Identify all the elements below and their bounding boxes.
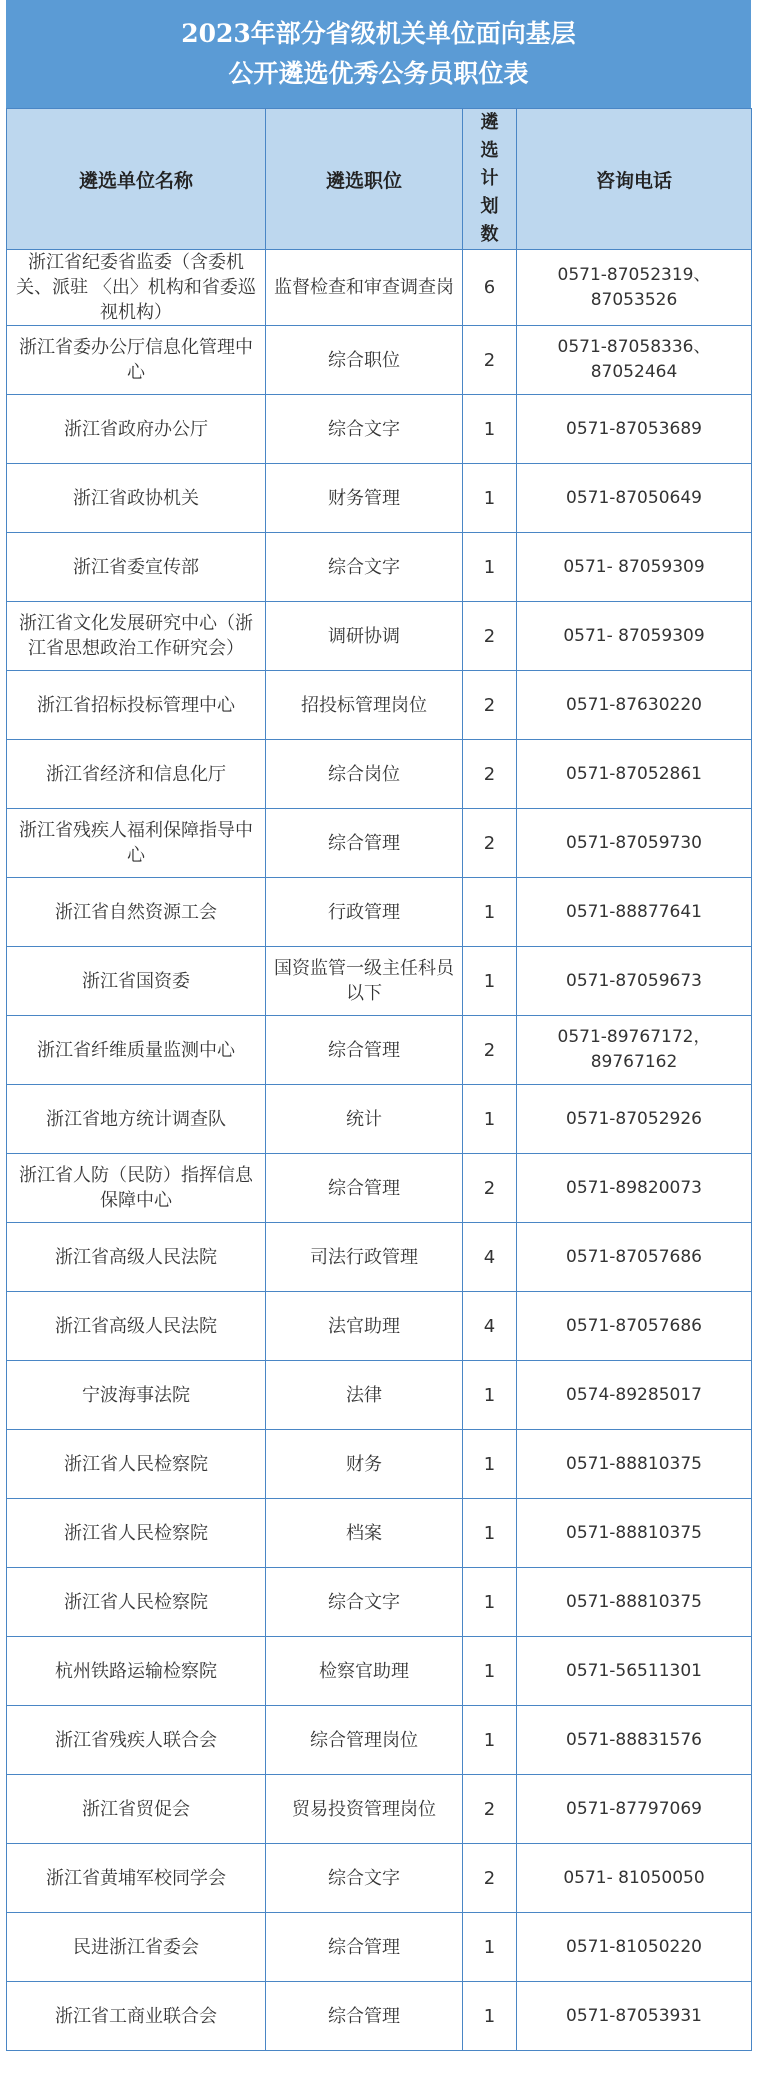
table-row — [7, 1913, 752, 1982]
phone-cell: 0571-87052319、87053526 — [517, 250, 752, 326]
table-body — [7, 250, 752, 2051]
position-cell: 检察官助理 — [266, 1637, 463, 1706]
unit-cell: 浙江省黄埔军校同学会 — [7, 1844, 266, 1913]
phone-cell: 0571-81050220 — [517, 1913, 752, 1982]
count-cell: 4 — [463, 1292, 517, 1361]
position-cell: 综合管理岗位 — [266, 1706, 463, 1775]
position-cell: 财务 — [266, 1430, 463, 1499]
phone-cell: 0571- 81050050 — [517, 1844, 752, 1913]
count-cell: 1 — [463, 1361, 517, 1430]
count-cell: 2 — [463, 1775, 517, 1844]
position-cell: 调研协调 — [266, 602, 463, 671]
unit-cell: 浙江省工商业联合会 — [7, 1982, 266, 2051]
table-row — [7, 464, 752, 533]
unit-cell: 浙江省地方统计调查队 — [7, 1085, 266, 1154]
header-position: 遴选职位 — [266, 109, 463, 250]
count-cell: 4 — [463, 1223, 517, 1292]
table-row — [7, 947, 752, 1016]
phone-cell: 0571-87053931 — [517, 1982, 752, 2051]
count-cell: 1 — [463, 1913, 517, 1982]
count-cell: 2 — [463, 602, 517, 671]
position-cell: 综合管理 — [266, 1913, 463, 1982]
position-cell: 法律 — [266, 1361, 463, 1430]
count-cell: 1 — [463, 464, 517, 533]
count-cell: 2 — [463, 1844, 517, 1913]
phone-cell: 0571-87059730 — [517, 809, 752, 878]
position-cell: 财务管理 — [266, 464, 463, 533]
unit-cell: 浙江省自然资源工会 — [7, 878, 266, 947]
table-row — [7, 1154, 752, 1223]
count-cell: 2 — [463, 1154, 517, 1223]
unit-cell: 浙江省人防（民防）指挥信息保障中心 — [7, 1154, 266, 1223]
phone-cell: 0571- 87059309 — [517, 533, 752, 602]
phone-cell: 0571-88810375 — [517, 1568, 752, 1637]
unit-cell: 浙江省人民检察院 — [7, 1499, 266, 1568]
table-row — [7, 533, 752, 602]
count-cell: 6 — [463, 250, 517, 326]
table-row — [7, 1361, 752, 1430]
count-cell: 2 — [463, 326, 517, 395]
unit-cell: 浙江省纪委省监委（含委机关、派驻 〈出〉机构和省委巡视机构） — [7, 250, 266, 326]
position-cell: 综合文字 — [266, 533, 463, 602]
count-cell: 1 — [463, 1706, 517, 1775]
position-cell: 司法行政管理 — [266, 1223, 463, 1292]
position-cell: 国资监管一级主任科员以下 — [266, 947, 463, 1016]
table-row — [7, 878, 752, 947]
phone-cell: 0571-88810375 — [517, 1499, 752, 1568]
table-row — [7, 1016, 752, 1085]
count-cell: 1 — [463, 1568, 517, 1637]
phone-cell: 0571-87053689 — [517, 395, 752, 464]
unit-cell: 浙江省委宣传部 — [7, 533, 266, 602]
phone-cell: 0571-87797069 — [517, 1775, 752, 1844]
count-cell: 1 — [463, 947, 517, 1016]
unit-cell: 浙江省经济和信息化厅 — [7, 740, 266, 809]
unit-cell: 浙江省残疾人联合会 — [7, 1706, 266, 1775]
phone-cell: 0571-87052926 — [517, 1085, 752, 1154]
table-row — [7, 1844, 752, 1913]
header-unit: 遴选单位名称 — [7, 109, 266, 250]
position-cell: 综合管理 — [266, 1982, 463, 2051]
position-cell: 贸易投资管理岗位 — [266, 1775, 463, 1844]
position-cell: 综合管理 — [266, 1154, 463, 1223]
phone-cell: 0571-87052861 — [517, 740, 752, 809]
unit-cell: 浙江省政协机关 — [7, 464, 266, 533]
unit-cell: 浙江省政府办公厅 — [7, 395, 266, 464]
table-row — [7, 1568, 752, 1637]
position-cell: 法官助理 — [266, 1292, 463, 1361]
position-cell: 监督检查和审查调查岗 — [266, 250, 463, 326]
phone-cell: 0571-89820073 — [517, 1154, 752, 1223]
table-title-line-1: 2023年部分省级机关单位面向基层 — [181, 19, 576, 48]
position-cell: 统计 — [266, 1085, 463, 1154]
unit-cell: 浙江省国资委 — [7, 947, 266, 1016]
count-cell: 1 — [463, 1982, 517, 2051]
phone-cell: 0571-87050649 — [517, 464, 752, 533]
table-title-line-2: 公开遴选优秀公务员职位表 — [228, 59, 529, 88]
phone-cell: 0571-87059673 — [517, 947, 752, 1016]
table-row — [7, 1706, 752, 1775]
position-cell: 综合职位 — [266, 326, 463, 395]
position-cell: 综合管理 — [266, 809, 463, 878]
count-cell: 2 — [463, 809, 517, 878]
unit-cell: 浙江省贸促会 — [7, 1775, 266, 1844]
unit-cell: 杭州铁路运输检察院 — [7, 1637, 266, 1706]
count-cell: 2 — [463, 671, 517, 740]
table-row — [7, 740, 752, 809]
phone-cell: 0571-87057686 — [517, 1292, 752, 1361]
phone-cell: 0571-87057686 — [517, 1223, 752, 1292]
position-cell: 综合文字 — [266, 1844, 463, 1913]
table-row — [7, 1775, 752, 1844]
count-cell: 1 — [463, 1430, 517, 1499]
count-cell: 1 — [463, 395, 517, 464]
table-row — [7, 671, 752, 740]
table-row — [7, 1085, 752, 1154]
unit-cell: 浙江省高级人民法院 — [7, 1223, 266, 1292]
phone-cell: 0571-87630220 — [517, 671, 752, 740]
position-cell: 行政管理 — [266, 878, 463, 947]
unit-cell: 浙江省残疾人福利保障指导中心 — [7, 809, 266, 878]
header-count: 遴选计划数 — [463, 109, 517, 250]
phone-cell: 0571-88877641 — [517, 878, 752, 947]
header-phone: 咨询电话 — [517, 109, 752, 250]
unit-cell: 民进浙江省委会 — [7, 1913, 266, 1982]
table-row — [7, 1430, 752, 1499]
position-cell: 综合文字 — [266, 1568, 463, 1637]
table-row — [7, 1982, 752, 2051]
table-row — [7, 326, 752, 395]
position-cell: 档案 — [266, 1499, 463, 1568]
table-row — [7, 250, 752, 326]
count-cell: 1 — [463, 1637, 517, 1706]
unit-cell: 浙江省高级人民法院 — [7, 1292, 266, 1361]
phone-cell: 0571-88831576 — [517, 1706, 752, 1775]
position-table — [6, 108, 752, 2051]
position-cell: 综合岗位 — [266, 740, 463, 809]
phone-cell: 0571-89767172，89767162 — [517, 1016, 752, 1085]
header-row — [7, 109, 752, 250]
position-cell: 综合管理 — [266, 1016, 463, 1085]
table-row — [7, 1499, 752, 1568]
count-cell: 1 — [463, 1085, 517, 1154]
count-cell: 1 — [463, 1499, 517, 1568]
table-row — [7, 809, 752, 878]
table-row — [7, 1637, 752, 1706]
table-row — [7, 602, 752, 671]
count-cell: 1 — [463, 878, 517, 947]
phone-cell: 0571- 87059309 — [517, 602, 752, 671]
table-title — [6, 0, 751, 108]
phone-cell: 0571-88810375 — [517, 1430, 752, 1499]
unit-cell: 宁波海事法院 — [7, 1361, 266, 1430]
count-cell: 2 — [463, 740, 517, 809]
count-cell: 1 — [463, 533, 517, 602]
unit-cell: 浙江省人民检察院 — [7, 1430, 266, 1499]
phone-cell: 0574-89285017 — [517, 1361, 752, 1430]
unit-cell: 浙江省纤维质量监测中心 — [7, 1016, 266, 1085]
table-row — [7, 395, 752, 464]
unit-cell: 浙江省人民检察院 — [7, 1568, 266, 1637]
position-cell: 综合文字 — [266, 395, 463, 464]
table-row — [7, 1223, 752, 1292]
table-row — [7, 1292, 752, 1361]
phone-cell: 0571-87058336、87052464 — [517, 326, 752, 395]
count-cell: 2 — [463, 1016, 517, 1085]
position-cell: 招投标管理岗位 — [266, 671, 463, 740]
phone-cell: 0571-56511301 — [517, 1637, 752, 1706]
unit-cell: 浙江省委办公厅信息化管理中心 — [7, 326, 266, 395]
unit-cell: 浙江省文化发展研究中心（浙江省思想政治工作研究会） — [7, 602, 266, 671]
unit-cell: 浙江省招标投标管理中心 — [7, 671, 266, 740]
